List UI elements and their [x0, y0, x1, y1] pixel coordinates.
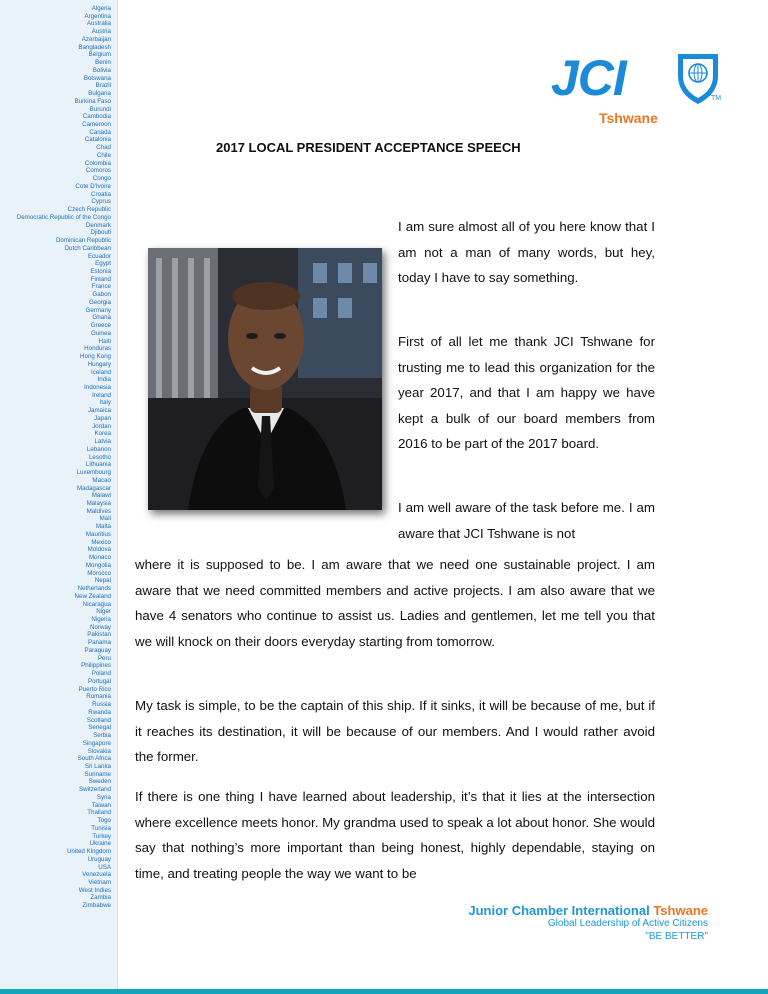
country-item: Comoros — [85, 167, 111, 175]
logo-text: JCI — [551, 50, 626, 106]
country-item: Czech Republic — [67, 206, 111, 214]
country-item: Chile — [96, 151, 111, 159]
country-item: United Kingdom — [66, 848, 111, 856]
country-item: Syria — [96, 793, 111, 801]
country-item: Cambodia — [82, 113, 111, 121]
footer — [468, 903, 708, 943]
country-item: Moldova — [87, 546, 111, 554]
country-item: Poland — [91, 670, 111, 678]
country-item: Nigeria — [91, 616, 111, 624]
country-item: Uruguay — [87, 855, 111, 863]
country-item: Bangladesh — [78, 43, 111, 51]
country-item: Thailand — [87, 809, 111, 817]
paragraph-3-continued: where it is supposed to be. I am aware that we need one sustainable project. I am aware that we need committed members and active projects. I am also aware that we have 4 senators who continue to assist us. Ladies and gentlemen, let me tell you that we will knock on their doors everyday starting from tomorrow. — [135, 557, 655, 649]
paragraph-5: If there is one thing I have learned about leadership, it’s that it lies at the intersection where excellence meets honor. My grandma used to speak a lot about honor. She would say that nothing’s more important than being honest, highly dependable, staying on time, and treating people the way we want to be — [135, 789, 655, 881]
country-item: Ukraine — [89, 840, 111, 848]
country-item: Mali — [99, 515, 111, 523]
country-item: Korea — [94, 430, 111, 438]
country-item: Norway — [90, 623, 111, 631]
logo-subtitle: Tshwane — [599, 110, 658, 126]
country-item: Slovakia — [87, 747, 111, 755]
country-item: Turkey — [92, 832, 111, 840]
country-item: Congo — [92, 175, 111, 183]
country-list — [17, 5, 111, 910]
country-item: Ghana — [92, 314, 111, 322]
country-item: Catalonia — [84, 136, 111, 144]
country-item: Lesotho — [88, 453, 111, 461]
country-item: Georgia — [88, 298, 111, 306]
country-item: Macao — [92, 476, 111, 484]
country-item: South Africa — [77, 755, 111, 763]
country-item: Togo — [97, 817, 111, 825]
footer-org — [468, 903, 708, 918]
country-item: Croatia — [91, 190, 111, 198]
country-item: Dutch Caribbean — [64, 244, 111, 252]
country-item: Venezuela — [82, 871, 111, 879]
country-item: Bulgaria — [88, 90, 111, 98]
country-item: Hong Kong — [80, 353, 111, 361]
bottom-rule — [0, 989, 768, 994]
country-item: Argentina — [84, 12, 111, 20]
country-item: Algeria — [91, 5, 111, 12]
country-item: Rwanda — [88, 708, 111, 716]
country-item: Mexico — [91, 538, 111, 546]
country-item: Monaco — [88, 554, 111, 562]
country-item: New Zealand — [74, 592, 111, 600]
country-item: Gabon — [92, 291, 111, 299]
country-item: Colombia — [84, 159, 111, 167]
country-item: Pakistan — [87, 631, 111, 639]
country-item: Greece — [90, 322, 111, 330]
country-item: Malta — [95, 523, 111, 531]
country-item: Honduras — [84, 345, 111, 353]
country-item: Peru — [97, 654, 111, 662]
country-item: Germany — [85, 306, 111, 314]
country-item: Estonia — [90, 267, 111, 275]
country-item: Ecuador — [87, 252, 111, 260]
country-item: Japan — [94, 414, 111, 422]
jci-logo — [551, 48, 726, 130]
country-item: Puerto Rico — [78, 685, 111, 693]
country-item: Nepal — [94, 577, 111, 585]
country-item: Philippines — [81, 662, 111, 670]
country-item: Sri Lanka — [84, 762, 111, 770]
country-item: Botswana — [83, 74, 111, 82]
country-item: Cyprus — [91, 198, 111, 206]
country-item: Maldives — [86, 507, 111, 515]
country-item: Mauritius — [85, 530, 111, 538]
country-item: Guinea — [91, 329, 111, 337]
country-item: Paraguay — [84, 646, 111, 654]
country-item: Senegal — [88, 724, 111, 732]
country-item: Bolivia — [92, 66, 111, 74]
country-item: Jamaica — [87, 407, 111, 415]
country-item: Haiti — [98, 337, 111, 345]
country-item: Iceland — [91, 368, 111, 376]
country-item: Mongolia — [85, 561, 111, 569]
footer-org-name: Junior Chamber International — [468, 903, 650, 918]
country-item: Denmark — [85, 221, 111, 229]
country-item: Burundi — [89, 105, 111, 113]
country-item: Brazil — [95, 82, 111, 90]
footer-motto: "BE BETTER" — [645, 930, 708, 942]
country-item: Nicaragua — [82, 600, 111, 608]
country-item: Malawi — [91, 492, 111, 500]
country-item: Democratic Republic of the Congo — [16, 213, 111, 221]
country-item: Sweden — [88, 778, 111, 786]
country-item: Panama — [87, 639, 111, 647]
country-item: Austria — [91, 28, 111, 36]
country-item: Dominican Republic — [55, 237, 111, 245]
country-item: Netherlands — [77, 585, 111, 593]
country-item: Taiwan — [91, 801, 111, 809]
country-item: Morocco — [87, 569, 111, 577]
country-item: Cameroon — [82, 121, 111, 129]
president-photo — [148, 248, 382, 510]
footer-tagline: Global Leadership of Active Citizens — [547, 918, 708, 929]
country-item: Vietnam — [88, 878, 111, 886]
speech-title: 2017 LOCAL PRESIDENT ACCEPTANCE SPEECH — [216, 140, 521, 155]
country-item: Singapore — [82, 739, 111, 747]
country-item: Luxembourg — [76, 469, 111, 477]
country-item: Zimbabwe — [82, 902, 111, 910]
country-item: Italy — [99, 399, 111, 407]
paragraph-3-intro: I am well aware of the task before me. I am aware that JCI Tshwane is not — [398, 500, 655, 541]
footer-org-accent: Tshwane — [653, 903, 708, 918]
country-item: Burkina Faso — [74, 97, 111, 105]
country-item: Ireland — [92, 391, 111, 399]
country-item: Zambia — [90, 894, 111, 902]
paragraph-2: First of all let me thank JCI Tshwane for trusting me to lead this organization for the year 2017, and that I am happy we have kept a bulk of our board members from 2016 to be part of the 2017 board. — [398, 334, 655, 451]
country-item: Benin — [95, 59, 111, 67]
country-item: Canada — [89, 128, 111, 136]
country-item: Azerbaijan — [81, 35, 111, 43]
country-item: India — [97, 376, 111, 384]
country-item: Malaysia — [86, 500, 111, 507]
country-item: West Indies — [78, 886, 111, 894]
country-item: Scotland — [86, 716, 111, 724]
country-item: USA — [98, 863, 111, 871]
country-item: France — [91, 283, 111, 291]
country-item: Romania — [86, 693, 111, 701]
country-item: Cote D'Ivoire — [75, 182, 111, 190]
country-item: Jordan — [92, 422, 111, 430]
country-item: Chad — [96, 144, 111, 152]
portrait-illustration — [148, 248, 382, 510]
country-item: Lebanon — [86, 445, 111, 453]
paragraph-1: I am sure almost all of you here know that I am not a man of many words, but hey, today I have to say something. — [398, 219, 655, 285]
country-item: Suriname — [84, 770, 111, 778]
country-item: Madagascar — [76, 484, 111, 492]
country-item: Egypt — [95, 260, 111, 268]
country-sidebar — [0, 0, 118, 994]
country-item: Indonesia — [84, 383, 111, 391]
paragraph-4: My task is simple, to be the captain of this ship. If it sinks, it will be because of me, but if it reaches its destination, it will be because of our members. And I would rather avoid the former. — [135, 698, 655, 764]
country-item: Djibouti — [90, 229, 111, 237]
country-item: Niger — [96, 608, 111, 616]
country-item: Lithuania — [85, 461, 111, 469]
country-item: Belgium — [88, 51, 111, 59]
country-item: Hungary — [87, 360, 111, 368]
country-item: Tunisia — [91, 824, 111, 832]
country-item: Australia — [86, 20, 111, 28]
trademark-mark: TM — [711, 95, 722, 102]
country-item: Finland — [90, 275, 111, 283]
country-item: Serbia — [93, 732, 111, 740]
country-item: Portugal — [87, 677, 111, 685]
country-item: Latvia — [94, 438, 111, 446]
country-item: Switzerland — [79, 786, 111, 794]
country-item: Russia — [92, 701, 111, 709]
